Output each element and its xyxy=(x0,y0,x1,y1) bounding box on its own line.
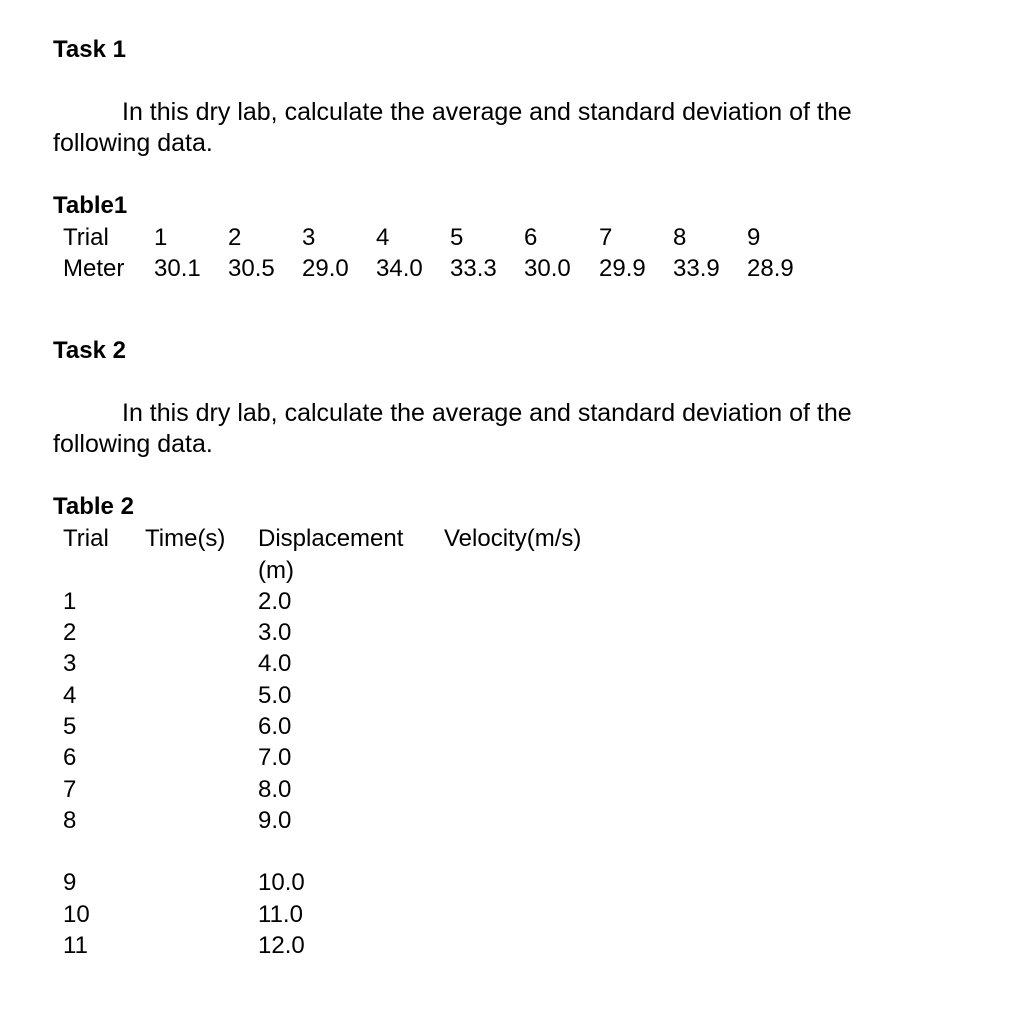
table1-meter-value: 30.5 xyxy=(228,255,275,282)
table2-displacement: 5.0 xyxy=(258,682,292,709)
table1-meter-value: 28.9 xyxy=(747,255,794,282)
table1-trial: 8 xyxy=(673,224,687,251)
table1-trial: 3 xyxy=(302,224,316,251)
table2-trial: 4 xyxy=(63,682,77,709)
table1-trial: 6 xyxy=(524,224,538,251)
table1-trial: 2 xyxy=(228,224,242,251)
table1-trial-label: Trial xyxy=(63,224,109,251)
table2-trial: 8 xyxy=(63,807,77,834)
task1-instruction-line2: following data. xyxy=(53,129,213,157)
table1-trial: 9 xyxy=(747,224,761,251)
table1-meter-label: Meter xyxy=(63,255,125,282)
table1-meter-value: 30.1 xyxy=(154,255,201,282)
table1-meter-value: 33.9 xyxy=(673,255,720,282)
table2-displacement: 9.0 xyxy=(258,807,292,834)
table1-meter-value: 33.3 xyxy=(450,255,497,282)
task1-instruction-line1: In this dry lab, calculate the average and standard deviation of the xyxy=(122,98,852,126)
table1-meter-value: 30.0 xyxy=(524,255,571,282)
table2-trial: 5 xyxy=(63,713,77,740)
table2-displacement: 6.0 xyxy=(258,713,292,740)
table2-trial: 1 xyxy=(63,588,77,615)
table2-header-displacement-unit: (m) xyxy=(258,557,294,584)
table2-displacement: 11.0 xyxy=(258,901,303,928)
table2-displacement: 7.0 xyxy=(258,744,292,771)
table2-header-trial: Trial xyxy=(63,525,109,552)
table1-trial: 5 xyxy=(450,224,464,251)
table2-displacement: 3.0 xyxy=(258,619,292,646)
table2-displacement: 10.0 xyxy=(258,869,305,896)
table2-trial: 11 xyxy=(63,932,88,959)
table2-displacement: 4.0 xyxy=(258,650,292,677)
table1-trial: 7 xyxy=(599,224,613,251)
task1-heading: Task 1 xyxy=(53,36,126,63)
table2-displacement: 12.0 xyxy=(258,932,305,959)
table1-meter-value: 29.0 xyxy=(302,255,349,282)
table1-trial: 4 xyxy=(376,224,390,251)
task2-heading: Task 2 xyxy=(53,337,126,364)
table1-meter-value: 29.9 xyxy=(599,255,646,282)
table2-trial: 9 xyxy=(63,869,77,896)
table2-trial: 3 xyxy=(63,650,77,677)
table2-displacement: 8.0 xyxy=(258,776,292,803)
table2-header-velocity: Velocity(m/s) xyxy=(444,525,582,552)
task2-instruction-line2: following data. xyxy=(53,430,213,458)
table2-header-displacement: Displacement xyxy=(258,525,404,552)
table1-title: Table1 xyxy=(53,192,128,219)
table1-trial: 1 xyxy=(154,224,168,251)
table2-trial: 10 xyxy=(63,901,90,928)
table2-trial: 7 xyxy=(63,776,77,803)
table2-displacement: 2.0 xyxy=(258,588,292,615)
table2-trial: 2 xyxy=(63,619,77,646)
table1-meter-value: 34.0 xyxy=(376,255,423,282)
table2-title: Table 2 xyxy=(53,493,134,520)
table2-header-time: Time(s) xyxy=(145,525,226,552)
task2-instruction-line1: In this dry lab, calculate the average and standard deviation of the xyxy=(122,399,852,427)
table2-trial: 6 xyxy=(63,744,77,771)
